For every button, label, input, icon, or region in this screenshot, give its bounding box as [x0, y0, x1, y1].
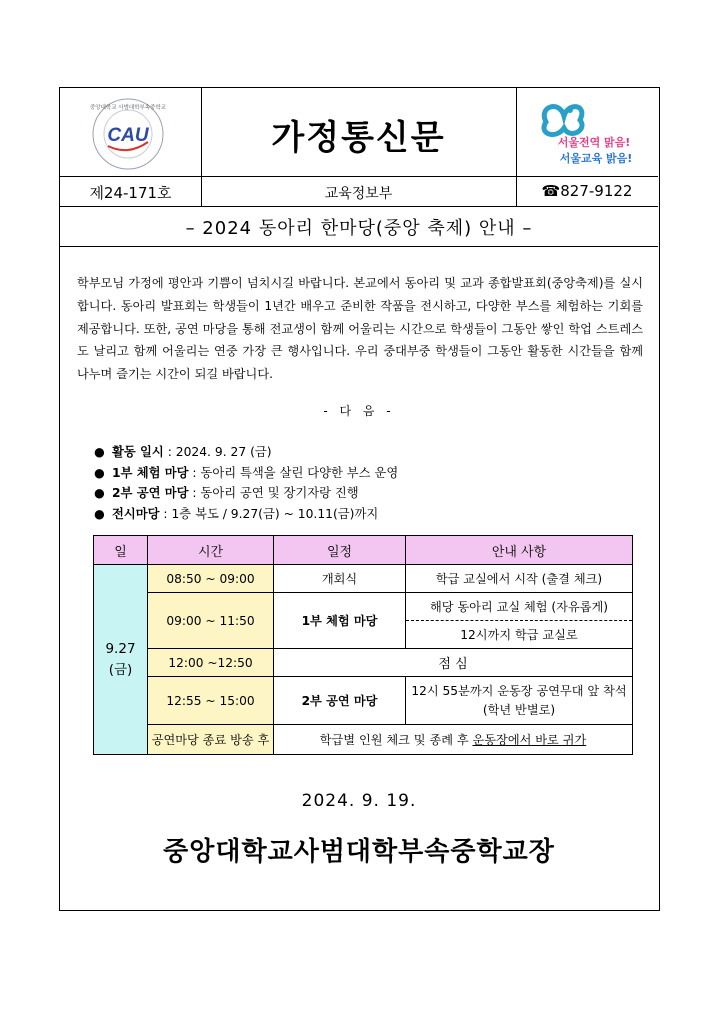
- table-row: [94, 565, 633, 593]
- note-cell: 학급 교실에서 시작 (출결 체크): [406, 565, 633, 593]
- event-cell: 2부 공연 마당: [274, 677, 406, 725]
- school-logo-icon: [90, 96, 166, 172]
- notice-body: 학부모님 가정에 평안과 기쁨이 넘치시길 바랍니다. 본교에서 동아리 및 교과 종합발표회(중앙축제)를 실시합니다. 동아리 발표회는 학생들이 1년간 배우고 준비한 작품을 전시하고, 다양한 부스를 체험하는 기회를 제공합니다. 또한, 공연 마당을 통해 전교생이 함께 어울리는 시간으로 학생들이 그동안 쌓인 학업 스트레스도 날리고 함께 어울리는 연중 가장 큰 행사입니다. 우리 중대부중 학생들이 그동안 활동한 시간들을 함께 나누며 즐기는 시간이 되길 바랍니다.: [77, 276, 643, 382]
- logo-ring-text: 중앙대학교 사범대학부속중학교: [90, 105, 166, 111]
- lunch-cell: 점 심: [274, 649, 633, 677]
- bullet-icon: ●: [94, 506, 105, 521]
- bullet-icon: ●: [94, 465, 105, 480]
- table-row: [94, 725, 633, 755]
- time-cell: 12:55 ~ 15:00: [148, 677, 274, 725]
- header-day: 일: [94, 536, 148, 565]
- issue-date: 2024. 9. 19.: [301, 791, 417, 811]
- event-cell: 1부 체험 마당: [274, 593, 406, 649]
- department: 교육정보부: [324, 186, 393, 202]
- document-number: 제24-171호: [89, 184, 172, 202]
- table-row: [94, 649, 633, 677]
- schedule-table: [93, 535, 633, 755]
- page-title: 가정통신문: [271, 118, 446, 158]
- time-cell: 08:50 ~ 09:00: [148, 565, 274, 593]
- phone-number: ☎827-9122: [541, 182, 633, 200]
- event-summary-list: [94, 442, 398, 524]
- signature: 중앙대학교사범대학부속중학교장: [163, 837, 555, 867]
- seoul-education-logo-icon: [534, 96, 642, 172]
- table-row: [94, 593, 633, 621]
- header-event: 일정: [274, 536, 406, 565]
- logo-text: CAU: [107, 125, 149, 146]
- list-item: ● 전시마당 : 1층 복도 / 9.27(금) ~ 10.11(금)까지: [94, 504, 398, 525]
- header-block: [60, 88, 658, 207]
- event-cell: 개회식: [274, 565, 406, 593]
- note-cell: 12시까지 학급 교실로: [406, 621, 633, 649]
- bullet-icon: ●: [94, 445, 105, 459]
- slogan-line-1: 서울전역 맑음!: [557, 136, 631, 149]
- time-cell: 12:00 ~12:50: [148, 649, 274, 677]
- header-time: 시간: [148, 536, 274, 565]
- header-note: 안내 사항: [406, 536, 633, 565]
- note-cell: 해당 동아리 교실 체험 (자유롭게): [406, 593, 633, 621]
- list-item: ● 1부 체험 마당 : 동아리 특색을 살린 다양한 부스 운영: [94, 463, 398, 484]
- note-cell: 12시 55분까지 운동장 공연무대 앞 착석 (학년 반별로): [406, 677, 633, 725]
- notice-frame: [59, 87, 660, 911]
- table-row: [94, 677, 633, 725]
- slogan-line-2: 서울교육 밝음!: [559, 152, 633, 165]
- day-cell: 9.27 (금): [94, 565, 148, 755]
- note-cell: 학급별 인원 체크 및 종례 후 운동장에서 바로 귀가: [274, 725, 633, 755]
- time-cell: 공연마당 종료 방송 후: [148, 725, 274, 755]
- next-label: - 다 음 -: [323, 404, 395, 418]
- notice-subtitle: – 2024 동아리 한마당(중앙 축제) 안내 –: [185, 218, 533, 239]
- list-item: ● 2부 공연 마당 : 동아리 공연 및 장기자랑 진행: [94, 483, 398, 504]
- bullet-icon: ●: [94, 486, 105, 501]
- list-item: ● 활동 일시 : 2024. 9. 27 (금): [94, 442, 398, 463]
- time-cell: 09:00 ~ 11:50: [148, 593, 274, 649]
- table-header-row: [94, 536, 633, 565]
